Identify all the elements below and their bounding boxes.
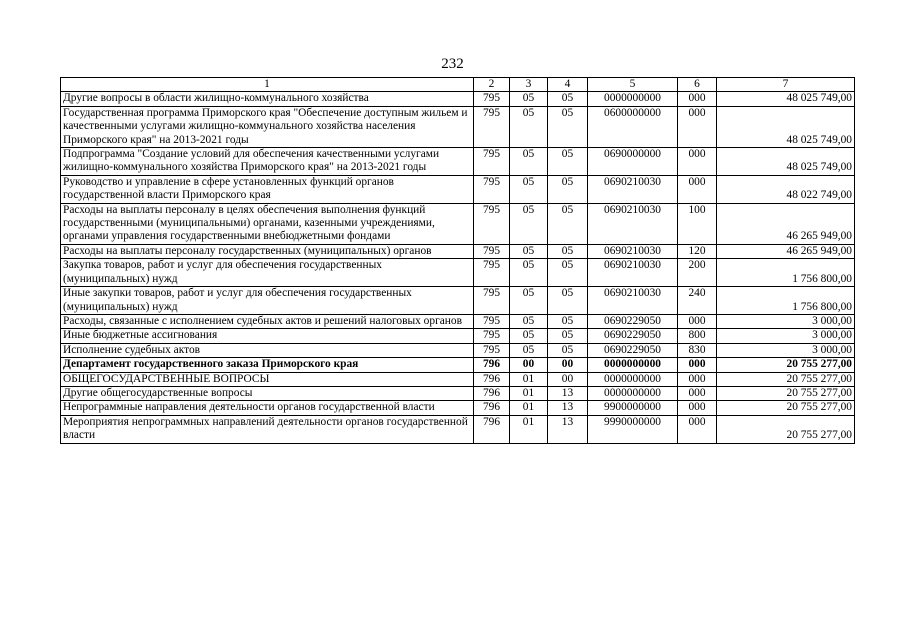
cell-amount: 20 755 277,00 <box>717 415 855 443</box>
cell-name: Руководство и управление в сфере установленных функций органов государственной власти Приморского края <box>61 175 474 203</box>
cell-target-article: 0690210030 <box>588 244 678 258</box>
table-row <box>61 358 855 372</box>
cell-subsection: 05 <box>548 343 588 357</box>
cell-subsection: 05 <box>548 287 588 315</box>
table-row <box>61 372 855 386</box>
cell-section: 05 <box>510 148 548 176</box>
cell-expense-type: 000 <box>678 92 717 106</box>
cell-code: 795 <box>474 175 510 203</box>
cell-target-article: 9990000000 <box>588 415 678 443</box>
cell-section: 05 <box>510 175 548 203</box>
cell-amount: 3 000,00 <box>717 343 855 357</box>
cell-code: 796 <box>474 358 510 372</box>
cell-code: 795 <box>474 314 510 328</box>
cell-section: 05 <box>510 259 548 287</box>
table-row <box>61 203 855 244</box>
cell-expense-type: 000 <box>678 314 717 328</box>
cell-name: Исполнение судебных актов <box>61 343 474 357</box>
table-row <box>61 386 855 400</box>
cell-name: Другие вопросы в области жилищно-коммунального хозяйства <box>61 92 474 106</box>
cell-name: Иные закупки товаров, работ и услуг для обеспечения государственных (муниципальных) нужд <box>61 287 474 315</box>
cell-name: Подпрограмма "Создание условий для обеспечения качественными услугами жилищно-коммунального хозяйства Приморского края" на 2013-2021 годы <box>61 148 474 176</box>
table-body <box>61 92 855 443</box>
column-header: 7 <box>717 78 855 92</box>
cell-subsection: 05 <box>548 203 588 244</box>
cell-name: Государственная программа Приморского края "Обеспечение доступным жильем и качественными услугами жилищно-коммунального хозяйства населения Приморского края" на 2013-2021 годы <box>61 106 474 147</box>
cell-name: Расходы на выплаты персоналу государственных (муниципальных) органов <box>61 244 474 258</box>
cell-amount: 46 265 949,00 <box>717 203 855 244</box>
cell-section: 05 <box>510 244 548 258</box>
cell-expense-type: 000 <box>678 358 717 372</box>
cell-subsection: 13 <box>548 415 588 443</box>
cell-expense-type: 830 <box>678 343 717 357</box>
cell-code: 795 <box>474 343 510 357</box>
cell-code: 796 <box>474 415 510 443</box>
cell-name: Другие общегосударственные вопросы <box>61 386 474 400</box>
column-header: 1 <box>61 78 474 92</box>
cell-section: 00 <box>510 358 548 372</box>
column-header: 4 <box>548 78 588 92</box>
cell-subsection: 05 <box>548 244 588 258</box>
cell-code: 795 <box>474 148 510 176</box>
cell-section: 05 <box>510 287 548 315</box>
budget-table <box>60 77 855 444</box>
cell-code: 795 <box>474 259 510 287</box>
column-header: 6 <box>678 78 717 92</box>
cell-target-article: 0690210030 <box>588 203 678 244</box>
table-row <box>61 175 855 203</box>
table-row <box>61 343 855 357</box>
cell-name: ОБЩЕГОСУДАРСТВЕННЫЕ ВОПРОСЫ <box>61 372 474 386</box>
cell-target-article: 0000000000 <box>588 372 678 386</box>
cell-target-article: 0690229050 <box>588 343 678 357</box>
cell-name: Закупка товаров, работ и услуг для обеспечения государственных (муниципальных) нужд <box>61 259 474 287</box>
cell-code: 795 <box>474 106 510 147</box>
cell-subsection: 05 <box>548 175 588 203</box>
table-row <box>61 329 855 343</box>
cell-section: 01 <box>510 401 548 415</box>
column-header: 3 <box>510 78 548 92</box>
cell-subsection: 00 <box>548 358 588 372</box>
cell-expense-type: 800 <box>678 329 717 343</box>
cell-subsection: 13 <box>548 386 588 400</box>
cell-expense-type: 000 <box>678 106 717 147</box>
cell-amount: 20 755 277,00 <box>717 401 855 415</box>
cell-subsection: 00 <box>548 372 588 386</box>
cell-code: 796 <box>474 372 510 386</box>
cell-subsection: 05 <box>548 92 588 106</box>
cell-section: 05 <box>510 329 548 343</box>
cell-target-article: 0690210030 <box>588 175 678 203</box>
cell-target-article: 9900000000 <box>588 401 678 415</box>
cell-expense-type: 120 <box>678 244 717 258</box>
cell-subsection: 05 <box>548 314 588 328</box>
cell-section: 05 <box>510 314 548 328</box>
table-row <box>61 148 855 176</box>
cell-expense-type: 240 <box>678 287 717 315</box>
cell-target-article: 0690229050 <box>588 314 678 328</box>
cell-amount: 20 755 277,00 <box>717 386 855 400</box>
cell-subsection: 05 <box>548 106 588 147</box>
cell-amount: 46 265 949,00 <box>717 244 855 258</box>
cell-code: 795 <box>474 244 510 258</box>
cell-target-article: 0000000000 <box>588 358 678 372</box>
cell-section: 05 <box>510 203 548 244</box>
table-row <box>61 244 855 258</box>
cell-target-article: 0690210030 <box>588 287 678 315</box>
cell-subsection: 05 <box>548 259 588 287</box>
cell-section: 05 <box>510 92 548 106</box>
cell-code: 795 <box>474 203 510 244</box>
cell-subsection: 05 <box>548 148 588 176</box>
cell-section: 05 <box>510 106 548 147</box>
cell-section: 01 <box>510 415 548 443</box>
cell-amount: 3 000,00 <box>717 314 855 328</box>
table-row <box>61 401 855 415</box>
cell-target-article: 0000000000 <box>588 92 678 106</box>
cell-amount: 1 756 800,00 <box>717 259 855 287</box>
cell-target-article: 0000000000 <box>588 386 678 400</box>
cell-section: 01 <box>510 386 548 400</box>
table-row <box>61 259 855 287</box>
cell-expense-type: 100 <box>678 203 717 244</box>
cell-expense-type: 000 <box>678 148 717 176</box>
cell-amount: 48 025 749,00 <box>717 92 855 106</box>
cell-target-article: 0690210030 <box>588 259 678 287</box>
cell-amount: 1 756 800,00 <box>717 287 855 315</box>
cell-expense-type: 000 <box>678 175 717 203</box>
cell-expense-type: 000 <box>678 415 717 443</box>
table-row <box>61 106 855 147</box>
cell-target-article: 0600000000 <box>588 106 678 147</box>
cell-expense-type: 000 <box>678 372 717 386</box>
table-row <box>61 92 855 106</box>
page-number: 232 <box>441 56 464 72</box>
cell-name: Мероприятия непрограммных направлений деятельности органов государственной власти <box>61 415 474 443</box>
cell-target-article: 0690000000 <box>588 148 678 176</box>
cell-code: 795 <box>474 329 510 343</box>
cell-code: 796 <box>474 401 510 415</box>
cell-code: 795 <box>474 92 510 106</box>
cell-amount: 48 022 749,00 <box>717 175 855 203</box>
cell-subsection: 13 <box>548 401 588 415</box>
cell-section: 05 <box>510 343 548 357</box>
header-row <box>61 78 855 92</box>
column-header: 2 <box>474 78 510 92</box>
cell-amount: 48 025 749,00 <box>717 106 855 147</box>
cell-expense-type: 000 <box>678 386 717 400</box>
cell-amount: 20 755 277,00 <box>717 358 855 372</box>
cell-name: Непрограммные направления деятельности органов государственной власти <box>61 401 474 415</box>
table-row <box>61 314 855 328</box>
cell-expense-type: 200 <box>678 259 717 287</box>
cell-expense-type: 000 <box>678 401 717 415</box>
cell-code: 795 <box>474 287 510 315</box>
table-row <box>61 415 855 443</box>
cell-amount: 48 025 749,00 <box>717 148 855 176</box>
table-row <box>61 287 855 315</box>
cell-code: 796 <box>474 386 510 400</box>
cell-name: Расходы, связанные с исполнением судебных актов и решений налоговых органов <box>61 314 474 328</box>
cell-subsection: 05 <box>548 329 588 343</box>
cell-section: 01 <box>510 372 548 386</box>
cell-name: Департамент государственного заказа Приморского края <box>61 358 474 372</box>
column-header: 5 <box>588 78 678 92</box>
cell-name: Иные бюджетные ассигнования <box>61 329 474 343</box>
cell-amount: 20 755 277,00 <box>717 372 855 386</box>
cell-target-article: 0690229050 <box>588 329 678 343</box>
cell-name: Расходы на выплаты персоналу в целях обеспечения выполнения функций государственными (муниципальными) органами, казенными учреждениями, органами управления государственными внебюджетными фондами <box>61 203 474 244</box>
cell-amount: 3 000,00 <box>717 329 855 343</box>
